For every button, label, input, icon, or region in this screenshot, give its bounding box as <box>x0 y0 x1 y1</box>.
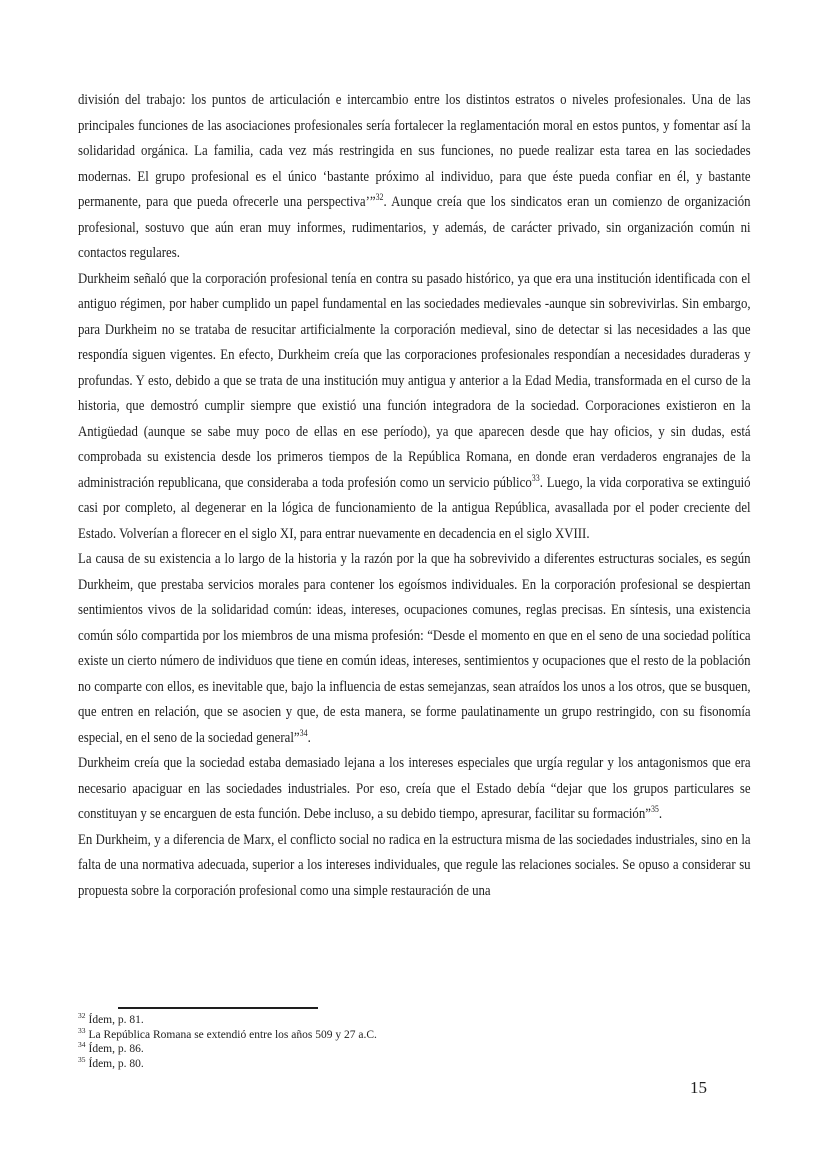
footnote <box>78 1013 778 1028</box>
footnote-text: Ídem, p. 80. <box>88 1057 144 1070</box>
footnotes <box>78 1013 778 1071</box>
footnote-marker: 32 <box>78 1011 86 1021</box>
paragraph: Durkheim señaló que la corporación profesional tenía en contra su pasado histórico, ya que era una institución identificada con el antiguo régimen, por haber cumplido un papel fundamental en las sociedades medievales -aunque sin sobrevivirlas. Sin embargo, para Durkheim no se trataba de resucitar artificialmente la corporación medieval, sino de detectar si las necesidades a las que respondía siguen vigentes. En efecto, Durkheim creía que las corporaciones profesionales respondían a necesidades duraderas y profundas. Y esto, debido a que se trata de una institución muy antigua y anterior a la Edad Media, transformada en el curso de la historia, que demostró cumplir siempre que existió una función integradora de la sociedad. Corporaciones existieron en la Antigüedad (aunque se sabe muy poco de ellas en ese período), ya que aparecen desde que hay oficios, y sin dudas, está comprobada su existencia desde los primeros tiempos de la República Romana, en donde eran verdaderos engranajes de la administración republicana, que consideraba a toda profesión como un servicio público$^{33}$. Luego, la vida corporativa se extinguió casi por completo, al degenerar en la lógica de funcionamiento de la antigua República, avasallada por el poder creciente del Estado. Volverían a florecer en el siglo XI, para entrar nuevamente en decadencia en el siglo XVIII. <box>78 270 751 542</box>
footnote-marker: 33 <box>78 1025 86 1035</box>
paragraph: división del trabajo: los puntos de articulación e intercambio entre los distintos estratos o niveles profesionales. Una de las principales funciones de las asociaciones profesionales sería fortalecer la reglamentación moral en estos puntos, y fomentar así la solidaridad orgánica. La familia, cada vez más restringida en sus funciones, no puede realizar esta tarea en las sociedades modernas. El grupo profesional es el único ‘bastante próximo al individuo, para que éste pueda confiar en él, y bastante permanente, para que pueda ofrecerle una perspectiva’”$^{32}$. Aunque creía que los sindicatos eran un comienzo de organización profesional, sostuvo que aún eran muy informes, rudimentarios, y además, de carácter privado, sin organización común ni contactos regulares. <box>78 92 751 261</box>
footnote-text: Ídem, p. 86. <box>88 1043 144 1055</box>
footnote-marker: 34 <box>78 1040 86 1050</box>
footnote-text: La República Romana se extendió entre los años 509 y 27 a.C. <box>88 1028 377 1041</box>
paragraph: La causa de su existencia a lo largo de la historia y la razón por la que ha sobrevivido a diferentes estructuras sociales, es según Durkheim, que prestaba servicios morales para contener los egoísmos individuales. En la corporación profesional se despiertan sentimientos vivos de la solidaridad común: ideas, intereses, ocupaciones comunes, reglas precisas. En síntesis, una existencia común sólo compartida por los miembros de una misma profesión: “Desde el momento en que en el seno de una sociedad política existe un cierto número de individuos que tiene en común ideas, intereses, sentimientos y ocupaciones que el resto de la población no comparte con ellos, es inevitable que, bajo la influencia de estas semejanzas, sean atraídos los unos a los otros, que se busquen, que entren en relación, que se asocien y que, de esta manera, se forme paulatinamente un grupo restringido, con su fisonomía especial, en el seno de la sociedad general”$^{34}$. <box>78 551 751 746</box>
footnote <box>78 1042 778 1057</box>
body-text <box>78 88 751 904</box>
footnote <box>78 1054 778 1072</box>
footnote-marker: 35 <box>78 1054 86 1064</box>
footnote-text: Ídem, p. 81. <box>88 1014 144 1026</box>
page-number: 15 <box>690 1078 707 1097</box>
paragraph: En Durkheim, y a diferencia de Marx, el conflicto social no radica en la estructura misma de las sociedades industriales, sino en la falta de una normativa adecuada, superior a los intereses individuales, que regule las relaciones sociales. Se opuso a considerar su propuesta sobre la corporación profesional como una simple restauración de una <box>78 831 751 899</box>
footnote-separator <box>118 1007 318 1009</box>
footnote <box>78 1025 778 1043</box>
paragraph: Durkheim creía que la sociedad estaba demasiado lejana a los intereses especiales que urgía regular y los antagonismos que era necesario apaciguar en las sociedades industriales. Por eso, creía que el Estado debía “dejar que los grupos particulares se constituyan y se encarguen de esta función. Debe incluso, a su debido tiempo, apresurar, facilitar su formación”$^{35}$. <box>78 755 751 822</box>
